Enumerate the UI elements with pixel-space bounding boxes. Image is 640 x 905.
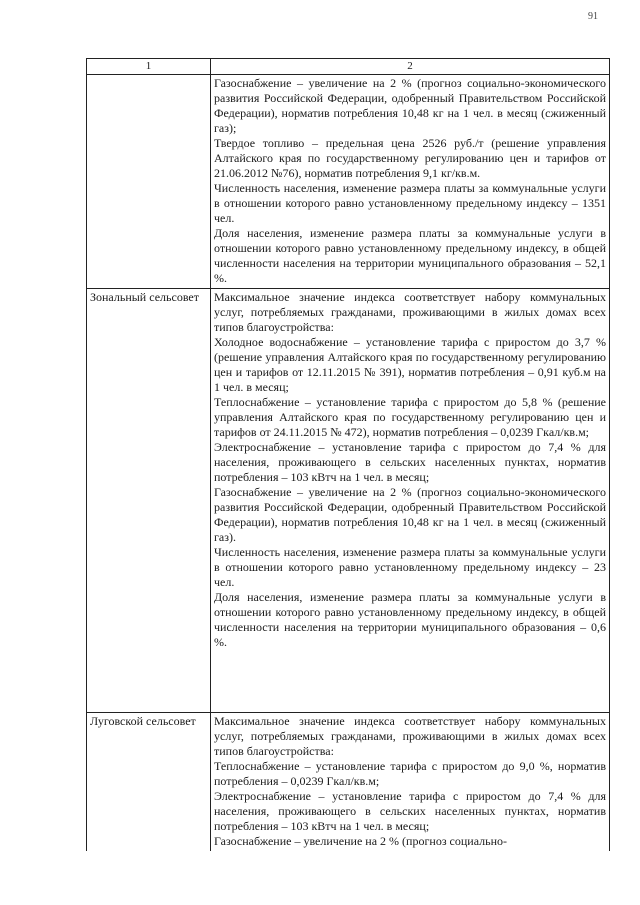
header-col-1: 1 bbox=[87, 59, 211, 75]
paragraph: Электроснабжение – установление тарифа с приростом до 7,4 % для населения, проживающего в сельских населенных пунктах, норматив потребления – 103 кВтч на 1 чел. в месяц; bbox=[214, 789, 606, 833]
paragraph: Холодное водоснабжение – установление тарифа с приростом до 3,7 % (решение управления Алтайского края по государственному регулированию цен и тарифов от 12.11.2015 № 391), норматив потребления – 0,91 куб.м на 1 чел. в месяц; bbox=[214, 335, 606, 394]
row-name: Зональный сельсовет bbox=[87, 289, 211, 713]
paragraph: Газоснабжение – увеличение на 2 % (прогноз социально-экономического развития Российской Федерации, одобренный Правительством Российской Федерации), норматив потребления 10,48 кг на 1 чел. в месяц (сжиженный газ); bbox=[214, 76, 606, 135]
paragraph: Газоснабжение – увеличение на 2 % (прогноз социально- bbox=[214, 834, 508, 848]
row-content bbox=[211, 75, 610, 289]
page-number: 91 bbox=[588, 11, 598, 22]
paragraph: Твердое топливо – предельная цена 2526 руб./т (решение управления Алтайского края по государственному регулированию цен и тарифов от 21.06.2012 №76), норматив потребления 9,1 кг/кв.м. bbox=[214, 136, 606, 180]
paragraph: Доля населения, изменение размера платы за коммунальные услуги в отношении которого равно установленному предельному индексу, в общей численности населения на территории муниципального образования – 0,6 %. bbox=[214, 590, 606, 649]
header-col-2: 2 bbox=[211, 59, 610, 75]
table-header-row bbox=[87, 59, 610, 75]
paragraph: Теплоснабжение – установление тарифа с приростом до 9,0 %, норматив потребления – 0,0239 Гкал/кв.м; bbox=[214, 759, 606, 788]
paragraph: Максимальное значение индекса соответствует набору коммунальных услуг, потребляемых гражданами, проживающими в жилых домах всех типов благоустройства: bbox=[214, 290, 606, 334]
paragraph: Численность населения, изменение размера платы за коммунальные услуги в отношении которого равно установленному предельному индексу – 1351 чел. bbox=[214, 181, 606, 225]
paragraph: Газоснабжение – увеличение на 2 % (прогноз социально-экономического развития Российской Федерации, одобренный Правительством Российской Федерации), норматив потребления 10,48 кг на 1 чел. в месяц (сжиженный газ). bbox=[214, 485, 606, 544]
paragraph: Доля населения, изменение размера платы за коммунальные услуги в отношении которого равно установленному предельному индексу, в общей численности населения на территории муниципального образования – 52,1 %. bbox=[214, 226, 606, 285]
row-name bbox=[87, 75, 211, 289]
paragraph: Численность населения, изменение размера платы за коммунальные услуги в отношении которого равно установленному предельному индексу – 23 чел. bbox=[214, 545, 606, 589]
paragraph: Теплоснабжение – установление тарифа с приростом до 5,8 % (решение управления Алтайского края по государственному регулированию цен и тарифов от 24.11.2015 № 472), норматив потребления – 0,0239 Гкал/кв.м; bbox=[214, 395, 606, 439]
paragraph: Максимальное значение индекса соответствует набору коммунальных услуг, потребляемых гражданами, проживающими в жилых домах всех типов благоустройства: bbox=[214, 714, 606, 758]
table-row bbox=[87, 75, 610, 289]
data-table bbox=[86, 58, 610, 851]
paragraph: Электроснабжение – установление тарифа с приростом до 7,4 % для населения, проживающего в сельских населенных пунктах, норматив потребления – 103 кВтч на 1 чел. в месяц; bbox=[214, 440, 606, 484]
table-row bbox=[87, 713, 610, 852]
row-content bbox=[211, 289, 610, 713]
table-row bbox=[87, 289, 610, 713]
row-content bbox=[211, 713, 610, 852]
row-name: Луговской сельсовет bbox=[87, 713, 211, 852]
